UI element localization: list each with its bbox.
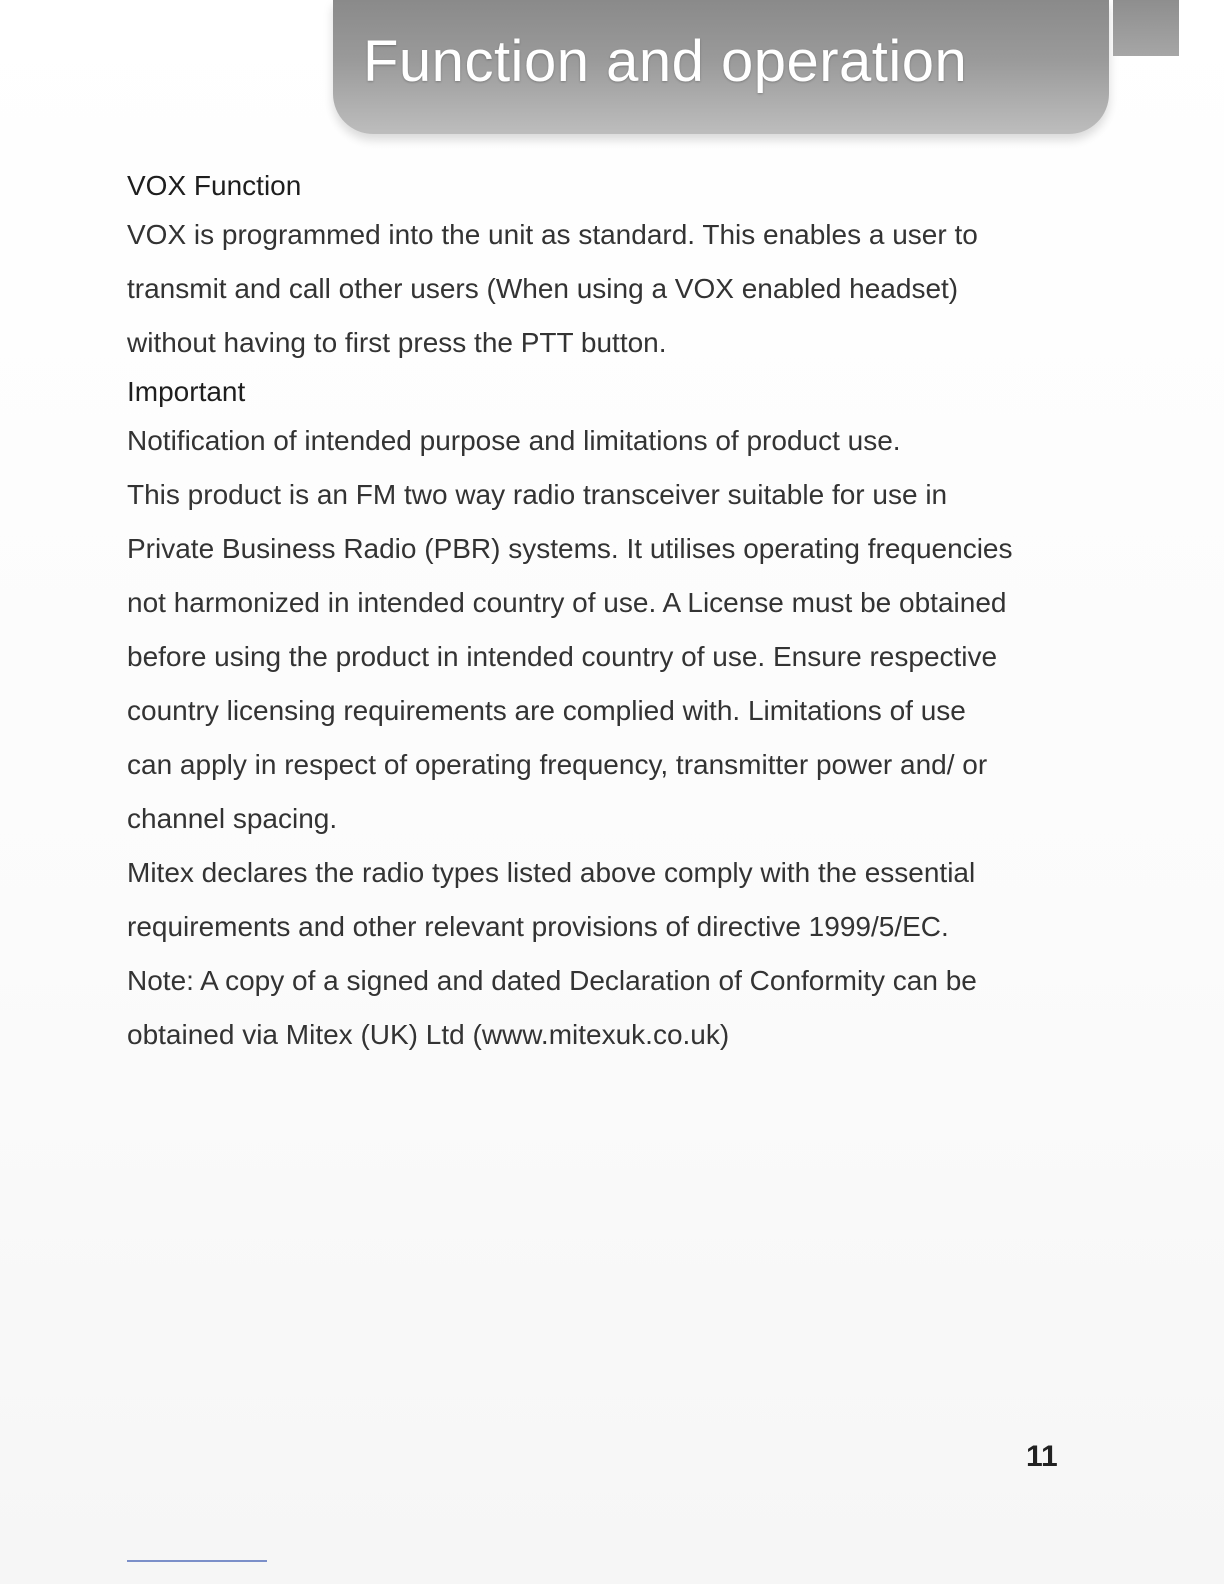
important-line-7: can apply in respect of operating frequency, transmitter power and/ or — [127, 749, 988, 780]
important-line-9: Mitex declares the radio types listed above comply with the essential — [127, 857, 976, 888]
important-line-11: Note: A copy of a signed and dated Declaration of Conformity can be — [127, 965, 977, 996]
important-line-8: channel spacing. — [127, 803, 338, 834]
vox-line-3: without having to first press the PTT button. — [127, 327, 667, 358]
important-line-2: This product is an FM two way radio transceiver suitable for use in — [127, 479, 948, 510]
important-line-5: before using the product in intended country of use. Ensure respective — [127, 641, 998, 672]
section-title: Function and operation — [363, 29, 968, 94]
vox-line-2: transmit and call other users (When using a VOX enabled headset) — [127, 273, 959, 304]
page-content — [127, 164, 1117, 1062]
important-line-3: Private Business Radio (PBR) systems. It utilises operating frequencies — [127, 533, 1013, 564]
section-banner — [333, 0, 1109, 134]
vox-line-1: VOX is programmed into the unit as standard. This enables a user to — [127, 219, 978, 250]
page-number: 11 — [1026, 1440, 1058, 1473]
footer-rule — [127, 1560, 267, 1562]
important-line-1: Notification of intended purpose and limitations of product use. — [127, 425, 901, 456]
important-line-10: requirements and other relevant provisions of directive 1999/5/EC. — [127, 911, 949, 942]
important-line-12: obtained via Mitex (UK) Ltd (www.mitexuk.co.uk) — [127, 1019, 730, 1050]
important-line-4: not harmonized in intended country of use. A License must be obtained — [127, 587, 1007, 618]
corner-tab — [1113, 0, 1179, 56]
important-heading: Important — [127, 376, 246, 407]
important-line-6: country licensing requirements are complied with. Limitations of use — [127, 695, 966, 726]
vox-heading: VOX Function — [127, 170, 302, 201]
